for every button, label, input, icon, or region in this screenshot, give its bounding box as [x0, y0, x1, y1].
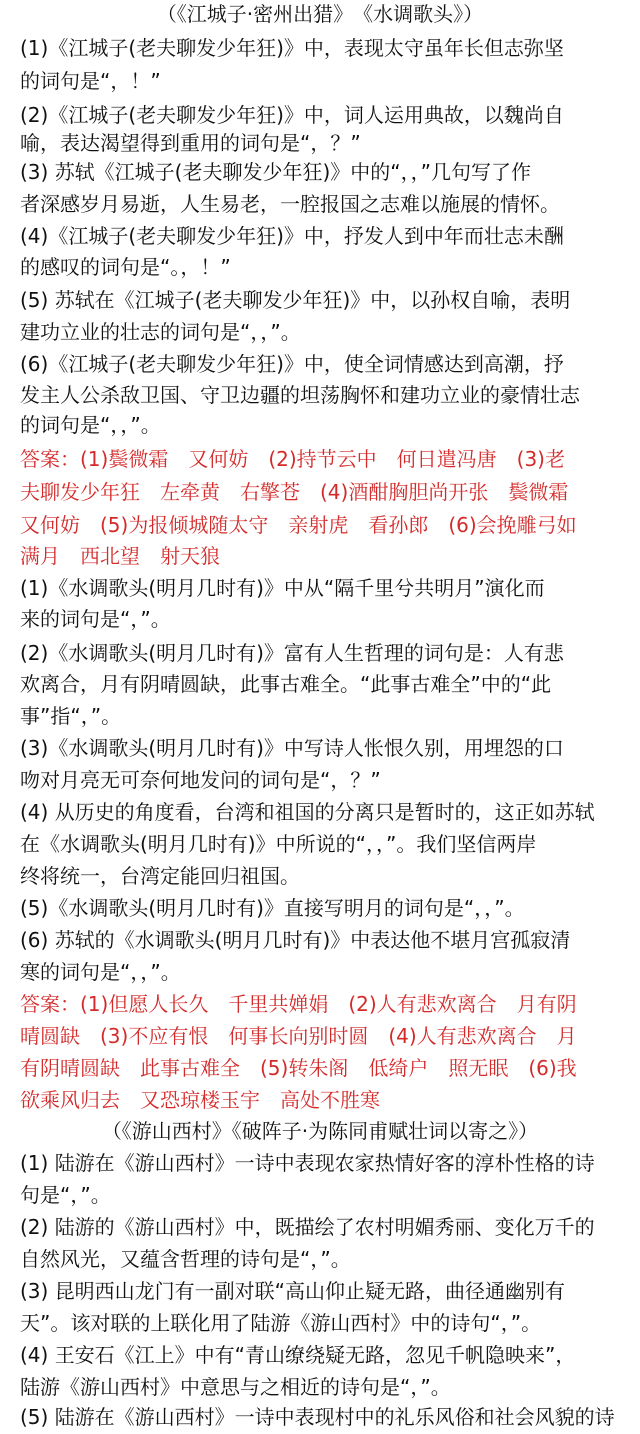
question-line: 寒的词句是“，，”。	[20, 960, 181, 984]
answer-line: 又何妨 (5)为报倾城随太守 亲射虎 看孙郎 (6)会挽雕弓如	[20, 513, 577, 537]
question-line: (6) 苏轼的《水调歌头(明月几时有)》中表达他不堪月宫孤寂清	[20, 928, 571, 952]
question-line: (3) 昆明西山龙门有一副对联“高山仰止疑无路，曲径通幽别有	[20, 1279, 566, 1303]
question-line: (2) 陆游的《游山西村》中，既描绘了农村明媚秀丽、变化万千的	[20, 1215, 595, 1239]
question-line: 吻对月亮无可奈何地发问的词句是“，？”	[20, 768, 381, 792]
question-line: 欢离合，月有阴晴圆缺，此事古难全。“此事古难全”中的“此	[20, 672, 552, 696]
question-line: 的词句是“，！”	[20, 69, 161, 93]
question-line: 发主人公杀敌卫国、守卫边疆的坦荡胸怀和建功立业的豪情壮志	[20, 383, 580, 407]
question-line: 自然风光，又蕴含哲理的诗句是“，”。	[20, 1247, 351, 1271]
question-line: (3)《水调歌头(明月几时有)》中写诗人怅恨久别，用埋怨的口	[20, 736, 564, 760]
question-line: 天”。该对联的上联化用了陆游《游山西村》中的诗句“，”。	[20, 1311, 542, 1335]
question-line: 终将统一，台湾定能回归祖国。	[20, 864, 300, 888]
question-line: (5) 苏轼在《江城子(老夫聊发少年狂)》中，以孙权自喻，表明	[20, 288, 571, 312]
answer-line: 满月 西北望 射天狼	[20, 544, 220, 568]
question-line-cut-off: (5) 陆游在《游山西村》一诗中表现村中的礼乐风俗和社会风貌的诗	[20, 1405, 615, 1429]
question-line: 事”指“，”。	[20, 704, 122, 728]
question-line: (1) 陆游在《游山西村》一诗中表现农家热情好客的淳朴性格的诗	[20, 1151, 595, 1175]
section-title: （《江城子·密州出猎》 《水调歌头》）	[156, 2, 484, 26]
question-line: (2)《水调歌头(明月几时有)》富有人生哲理的词句是：人有悲	[20, 641, 564, 665]
answer-line: 晴圆缺 (3)不应有恨 何事长向别时圆 (4)人有悲欢离合 月	[20, 1024, 577, 1048]
question-line: (1)《水调歌头(明月几时有)》中从“隔千里兮共明月”演化而	[20, 576, 545, 600]
question-line: (4)《江城子(老夫聊发少年狂)》中，抒发人到中年而壮志未酬	[20, 224, 564, 248]
question-line: (4) 王安石《江上》中有“青山缭绕疑无路，忽见千帆隐映来”，	[20, 1343, 576, 1367]
question-line: 的感叹的词句是“。，！”	[20, 255, 231, 279]
question-line: (4) 从历史的角度看，台湾和祖国的分离只是暂时的，这正如苏轼	[20, 800, 595, 824]
question-line: (6)《江城子(老夫聊发少年狂)》中，使全词情感达到高潮，抒	[20, 352, 564, 376]
section-title: （《游山西村》《破阵子·为陈同甫赋壮词以寄之》）	[101, 1119, 539, 1143]
question-line: 来的词句是“，”。	[20, 607, 171, 631]
question-line: 建功立业的壮志的词句是“，，”。	[20, 320, 301, 344]
answer-line: 欲乘风归去 又恐琼楼玉宇 高处不胜寒	[20, 1088, 380, 1112]
question-line: (5)《水调歌头(明月几时有)》直接写明月的词句是“，，”。	[20, 896, 525, 920]
answer-line: 答案：(1)鬓微霜 又何妨 (2)持节云中 何日遣冯唐 (3)老	[20, 447, 565, 471]
question-line: 喻，表达渴望得到重用的词句是“，？”	[20, 131, 361, 155]
answer-line: 夫聊发少年狂 左牵黄 右擎苍 (4)酒酣胸胆尚开张 鬓微霜	[20, 480, 569, 504]
question-line: 的词句是“，，”。	[20, 413, 161, 437]
question-line: 句是“，”。	[20, 1183, 111, 1207]
question-line: 陆游《游山西村》中意思与之相近的诗句是“，”。	[20, 1375, 451, 1399]
question-line: 者深感岁月易逝，人生易老，一腔报国之志难以施展的情怀。	[20, 192, 560, 216]
question-line: (3) 苏轼《江城子(老夫聊发少年狂)》中的“，，”几句写了作	[20, 160, 532, 184]
question-line: 在《水调歌头(明月几时有)》中所说的“，，”。我们坚信两岸	[20, 832, 537, 856]
question-line: (1)《江城子(老夫聊发少年狂)》中，表现太守虽年长但志弥坚	[20, 36, 564, 60]
answer-line: 有阴晴圆缺 此事古难全 (5)转朱阁 低绮户 照无眠 (6)我	[20, 1056, 577, 1080]
answer-line: 答案：(1)但愿人长久 千里共婵娟 (2)人有悲欢离合 月有阴	[20, 992, 577, 1016]
question-line: (2)《江城子(老夫聊发少年狂)》中，词人运用典故，以魏尚自	[20, 103, 564, 127]
